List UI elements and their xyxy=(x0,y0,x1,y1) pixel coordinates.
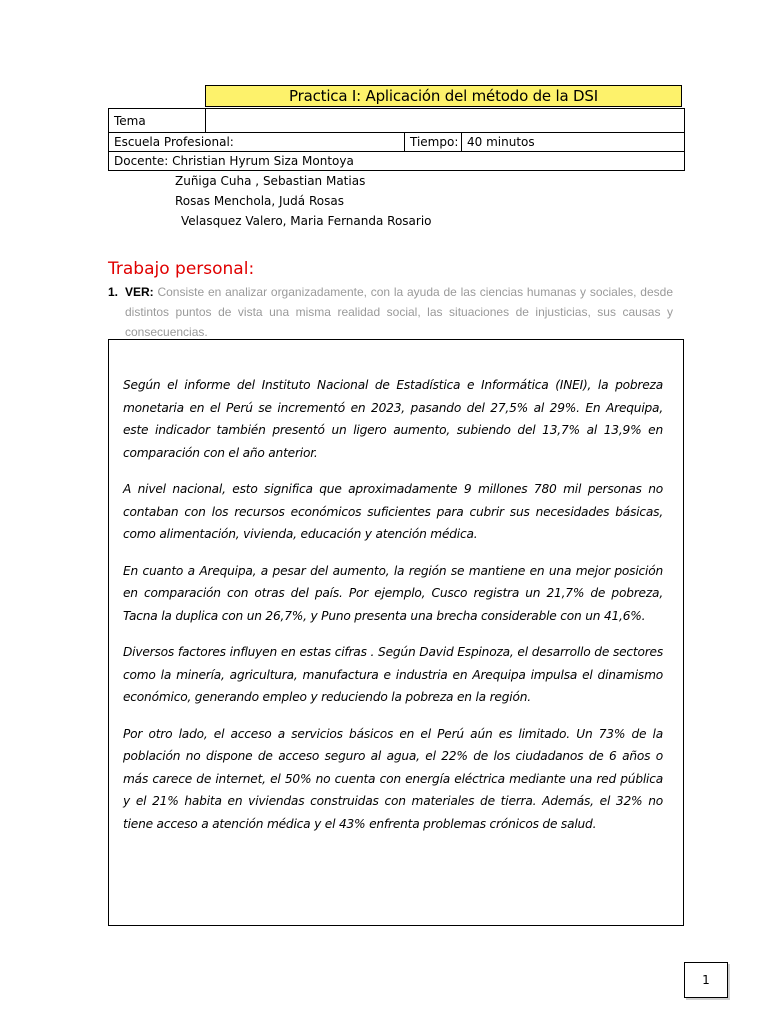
tiempo-label: Tiempo: xyxy=(405,133,462,152)
ver-instruction xyxy=(108,282,673,342)
student-name: Zuñiga Cuha , Sebastian Matias xyxy=(175,174,366,188)
practice-title: Practica I: Aplicación del método de la DSI xyxy=(205,85,682,107)
item-text-block xyxy=(108,282,673,342)
student-name: Velasquez Valero, Maria Fernanda Rosario xyxy=(181,214,432,228)
student-list xyxy=(175,171,432,231)
answer-paragraph: Diversos factores influyen en estas cifras . Según David Espinoza, el desarrollo de sectores como la minería, agricultura, manufactura e industria en Arequipa impulsa el dinamismo económico, generando empleo y reduciendo la pobreza en la región. xyxy=(123,645,663,704)
student-name: Rosas Menchola, Judá Rosas xyxy=(175,194,344,208)
answer-box xyxy=(108,339,684,926)
answer-paragraph: A nivel nacional, esto significa que aproximadamente 9 millones 780 mil personas no contaban con los recursos económicos suficientes para cubrir sus necesidades básicas, como alimentación, vivienda, educación y atención médica. xyxy=(123,482,663,541)
tema-row xyxy=(109,109,685,133)
docente-row xyxy=(109,152,685,171)
item-number: 1. xyxy=(108,285,119,299)
page-number: 1 xyxy=(684,962,728,998)
escuela-row xyxy=(109,133,685,152)
answer-paragraph: En cuanto a Arequipa, a pesar del aumento, la región se mantiene en una mejor posición en comparación con otras del país. Por ejemplo, Cusco registra un 21,7% de pobreza, Tacna la duplica con un 26,7%, y Puno presenta una brecha considerable con un 41,6%. xyxy=(123,563,663,623)
answer-paragraph: Según el informe del Instituto Nacional de Estadística e Informática (INEI), la pobreza monetaria en el Perú se incrementó en 2023, pasando del 27,5% al 29%. En Arequipa, este indicador también presentó un ligero aumento, subiendo del 13,7% al 13,9% en comparación con el año anterior. xyxy=(123,378,663,460)
info-table xyxy=(108,108,685,171)
tema-value xyxy=(206,109,685,133)
answer-paragraph: Por otro lado, el acceso a servicios básicos en el Perú aún es limitado. Un 73% de la población no dispone de acceso seguro al agua, el 22% de los ciudadanos de 6 años o más carece de internet, el 50% no cuenta con energía eléctrica mediante una red pública y el 21% habita en viviendas construidas con materiales de tierra. Además, el 32% no tiene acceso a atención médica y el 43% enfrenta problemas crónicos de salud. xyxy=(123,726,663,831)
section-heading: Trabajo personal: xyxy=(108,259,255,279)
tema-label: Tema xyxy=(109,109,206,133)
item-text: Consiste en analizar organizadamente, con la ayuda de las ciencias humanas y sociales, desde distintos puntos de vista una misma realidad social, las situaciones de injusticias, sus causas y consecuencias. xyxy=(125,285,673,339)
item-label: VER: xyxy=(125,285,154,299)
tiempo-value: 40 minutos xyxy=(462,133,685,152)
escuela-label: Escuela Profesional: xyxy=(109,133,405,152)
docente-text: Docente: Christian Hyrum Siza Montoya xyxy=(109,152,685,171)
